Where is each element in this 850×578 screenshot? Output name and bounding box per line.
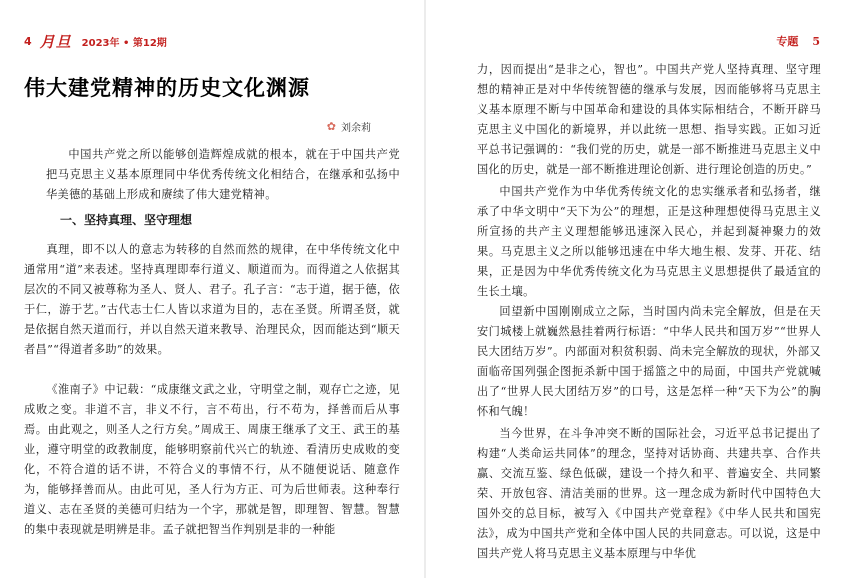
right-page — [425, 0, 850, 578]
section-label: 专题 — [776, 35, 799, 48]
author-byline — [327, 119, 371, 134]
flower-icon: ✿ — [326, 120, 336, 133]
body-paragraph-4: 中国共产党作为中华优秀传统文化的忠实继承者和弘扬者，继承了中华文明中“天下为公”的理想，正是这种理想使得马克思主义所宣扬的共产主义理想能够迅速深入民心，并起到凝神聚力的效果。马克思主义之所以能够迅速在中华大地生根、发芽、开花、结果，正是因为中华优秀传统文化为马克思主义思想提供了最适宜的生长土壤。 — [477, 185, 821, 298]
left-page-header — [24, 33, 167, 49]
left-page-number: 4 — [24, 34, 32, 48]
issue-label: 2023年 • 第12期 — [81, 37, 167, 49]
author-name: 刘余莉 — [341, 123, 371, 134]
right-page-number: 5 — [812, 34, 820, 48]
body-paragraph-3: 力，因而提出“是非之心，智也”。中国共产党人坚持真理、坚守理想的精神正是对中华传统智德的继承与发展，因而能够将马克思主义基本原理不断与中国革命和建设的具体实际相结合，不断开辟马克思主义中国化的新境界，并以此统一思想、指导实践。正如习近平总书记强调的：“我们党的历史，就是一部不断推进马克思主义中国化的历史，就是一部不断推进理论创新、进行理论创造的历史。” — [477, 63, 821, 176]
body-paragraph-5: 回望新中国刚刚成立之际，当时国内尚未完全解放，但是在天安门城楼上就巍然悬挂着两行标语：“中华人民共和国万岁”“世界人民大团结万岁”。内部面对积贫积弱、尚未完全解放的现状，外部又面临帝国列强企图扼杀新中国于摇篮之中的局面，中国共产党就喊出了“世界人民大团结万岁”的口号，这是怎样一种“天下为公”的胸怀和气魄！ — [477, 305, 821, 418]
section-heading: 一、坚持真理、坚守理想 — [60, 213, 193, 227]
article-title: 伟大建党精神的历史文化渊源 — [24, 75, 310, 100]
body-paragraph-6: 当今世界，在斗争冲突不断的国际社会，习近平总书记提出了构建“人类命运共同体”的理念，坚持对话协商、共建共享、合作共赢、交流互鉴、绿色低碳，建设一个持久和平、普遍安全、共同繁荣、开放包容、清洁美丽的世界。这一理念成为新时代中国特色大国外交的总目标，被写入《中国共产党章程》《中华人民共和国宪法》，成为中国共产党和全体中国人民的共同意志。可以说，这是中国共产党人将马克思主义基本原理与中华优 — [477, 427, 821, 560]
body-paragraph-1: 真理，即不以人的意志为转移的自然而然的规律，在中华传统文化中通常用“道”来表述。坚持真理即奉行道义、顺道而为。而得道之人依据其层次的不同又被尊称为圣人、贤人、君子。孔子言：“志于道，据于德，依于仁，游于艺。”古代志士仁人皆以求道为目的，志在圣贤。所谓圣贤，就是依据自然天道而行，并以自然天道来教导、治理民众，因而能达到“顺天者昌”“得道者多助”的效果。 — [24, 243, 400, 356]
body-paragraph-2: 《淮南子》中记载：“成康继文武之业，守明堂之制，观存亡之迹，见成败之变。非道不言，非义不行，言不苟出，行不苟为，择善而后从事焉。由此观之，则圣人之行方矣。”周成王、周康王继承了文王、武王的基业，遵守明堂的政教制度，能够明察前代兴亡的轨迹、看清历史成败的变化，不符合道的话不讲，不符合义的事情不行，从不随便说话、随意作为，能够择善而从。由此可见，圣人行为方正、可为后世师表。这种奉行道义、志在圣贤的美德可归结为一个字，那就是智，即理智、智慧。智慧的集中表现就是明辨是非。孟子就把智当作判别是非的一种能 — [24, 383, 400, 536]
intro-paragraph: 中国共产党之所以能够创造辉煌成就的根本，就在于中国共产党把马克思主义基本原理同中华优秀传统文化相结合，在继承和弘扬中华美德的基础上形成和赓续了伟大建党精神。 — [46, 148, 400, 201]
magazine-logo: 月旦 — [39, 32, 72, 51]
right-page-header — [776, 33, 820, 49]
